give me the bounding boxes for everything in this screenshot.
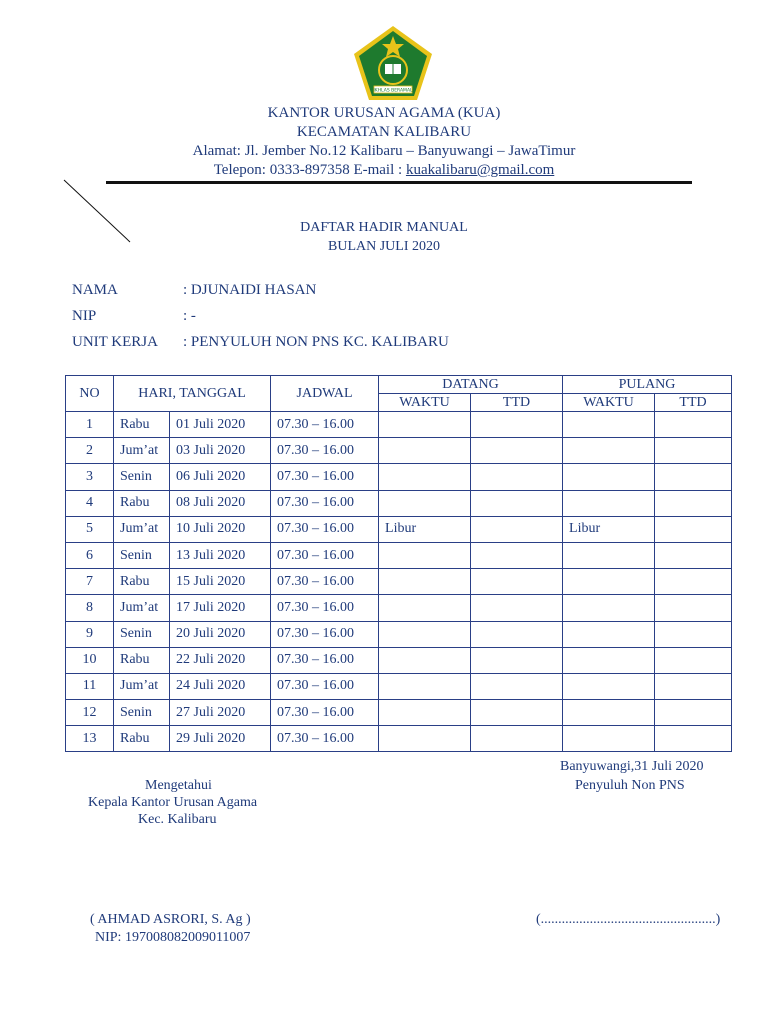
unit-label: UNIT KERJA bbox=[72, 334, 158, 350]
unit-value: : PENYULUH NON PNS KC. KALIBARU bbox=[183, 334, 449, 350]
row-arrive-sign bbox=[471, 516, 563, 542]
row-arrive-sign bbox=[471, 438, 563, 464]
row-schedule: 07.30 – 16.00 bbox=[271, 647, 379, 673]
row-arrive-time bbox=[379, 673, 471, 699]
header-schedule: JADWAL bbox=[271, 376, 379, 412]
name-value: : DJUNAIDI HASAN bbox=[183, 282, 317, 298]
table-row bbox=[66, 621, 732, 647]
table-row bbox=[66, 490, 732, 516]
row-date: 01 Juli 2020 bbox=[170, 412, 271, 438]
row-leave-time bbox=[563, 595, 655, 621]
row-no: 8 bbox=[66, 595, 114, 621]
table-row bbox=[66, 673, 732, 699]
row-leave-sign bbox=[655, 700, 732, 726]
row-date: 24 Juli 2020 bbox=[170, 673, 271, 699]
table-row bbox=[66, 726, 732, 752]
sign-ack: Mengetahui bbox=[145, 778, 212, 793]
header-rule bbox=[106, 181, 692, 184]
row-arrive-sign bbox=[471, 647, 563, 673]
row-arrive-time bbox=[379, 490, 471, 516]
header-arrive-time: WAKTU bbox=[379, 394, 471, 412]
row-leave-sign bbox=[655, 595, 732, 621]
row-leave-time bbox=[563, 490, 655, 516]
district-name: KECAMATAN KALIBARU bbox=[296, 124, 472, 140]
row-date: 27 Juli 2020 bbox=[170, 700, 271, 726]
row-leave-sign bbox=[655, 647, 732, 673]
row-arrive-time bbox=[379, 438, 471, 464]
row-arrive-sign bbox=[471, 412, 563, 438]
header-arrive-sign: TTD bbox=[471, 394, 563, 412]
phone-text: Telepon: 0333-897358 E-mail : bbox=[213, 162, 406, 178]
table-row bbox=[66, 542, 732, 568]
table-row bbox=[66, 647, 732, 673]
row-arrive-time bbox=[379, 726, 471, 752]
row-arrive-time bbox=[379, 464, 471, 490]
row-schedule: 07.30 – 16.00 bbox=[271, 516, 379, 542]
sign-right-name: (..................................................) bbox=[536, 912, 721, 927]
row-date: 10 Juli 2020 bbox=[170, 516, 271, 542]
header-leave-sign: TTD bbox=[655, 394, 732, 412]
row-leave-sign bbox=[655, 516, 732, 542]
row-schedule: 07.30 – 16.00 bbox=[271, 726, 379, 752]
row-arrive-time bbox=[379, 542, 471, 568]
row-date: 06 Juli 2020 bbox=[170, 464, 271, 490]
row-date: 08 Juli 2020 bbox=[170, 490, 271, 516]
row-arrive-sign bbox=[471, 464, 563, 490]
sign-place-date: Banyuwangi,31 Juli 2020 bbox=[560, 759, 704, 774]
email-link[interactable]: kuakalibaru@gmail.com bbox=[405, 162, 555, 178]
row-arrive-time bbox=[379, 595, 471, 621]
table-row bbox=[66, 700, 732, 726]
row-leave-time bbox=[563, 569, 655, 595]
row-arrive-sign bbox=[471, 569, 563, 595]
row-arrive-sign bbox=[471, 490, 563, 516]
row-leave-sign bbox=[655, 464, 732, 490]
row-date: 17 Juli 2020 bbox=[170, 595, 271, 621]
row-schedule: 07.30 – 16.00 bbox=[271, 490, 379, 516]
sign-left-district: Kec. Kalibaru bbox=[138, 812, 217, 827]
sign-right-role: Penyuluh Non PNS bbox=[575, 778, 685, 793]
table-row bbox=[66, 595, 732, 621]
row-day: Senin bbox=[114, 464, 170, 490]
row-leave-time bbox=[563, 542, 655, 568]
attendance-body bbox=[66, 412, 732, 752]
name-label: NAMA bbox=[72, 282, 118, 298]
row-no: 3 bbox=[66, 464, 114, 490]
row-arrive-time bbox=[379, 412, 471, 438]
sign-left-name: ( AHMAD ASRORI, S. Ag ) bbox=[90, 912, 251, 927]
attendance-table bbox=[65, 375, 732, 752]
row-leave-sign bbox=[655, 673, 732, 699]
doc-title: DAFTAR HADIR MANUAL bbox=[300, 220, 468, 235]
row-leave-sign bbox=[655, 569, 732, 595]
row-arrive-sign bbox=[471, 595, 563, 621]
header-leave-time: WAKTU bbox=[563, 394, 655, 412]
office-address: Alamat: Jl. Jember No.12 Kalibaru – Banyuwangi – JawaTimur bbox=[192, 143, 576, 159]
row-no: 12 bbox=[66, 700, 114, 726]
row-schedule: 07.30 – 16.00 bbox=[271, 438, 379, 464]
row-arrive-sign bbox=[471, 621, 563, 647]
row-date: 20 Juli 2020 bbox=[170, 621, 271, 647]
row-day: Jum’at bbox=[114, 516, 170, 542]
row-leave-time bbox=[563, 647, 655, 673]
row-day: Rabu bbox=[114, 726, 170, 752]
row-day: Rabu bbox=[114, 569, 170, 595]
row-arrive-time bbox=[379, 647, 471, 673]
row-leave-time: Libur bbox=[563, 516, 655, 542]
table-row bbox=[66, 569, 732, 595]
table-row bbox=[66, 438, 732, 464]
row-no: 1 bbox=[66, 412, 114, 438]
row-arrive-sign bbox=[471, 726, 563, 752]
row-no: 9 bbox=[66, 621, 114, 647]
sign-left-nip: NIP: 197008082009011007 bbox=[95, 930, 251, 945]
row-leave-sign bbox=[655, 490, 732, 516]
row-leave-time bbox=[563, 621, 655, 647]
nip-label: NIP bbox=[72, 308, 97, 324]
row-day: Senin bbox=[114, 542, 170, 568]
row-leave-time bbox=[563, 412, 655, 438]
row-day: Jum’at bbox=[114, 595, 170, 621]
row-leave-time bbox=[563, 700, 655, 726]
row-leave-sign bbox=[655, 621, 732, 647]
row-leave-sign bbox=[655, 412, 732, 438]
row-no: 13 bbox=[66, 726, 114, 752]
row-leave-time bbox=[563, 726, 655, 752]
row-no: 6 bbox=[66, 542, 114, 568]
row-no: 4 bbox=[66, 490, 114, 516]
row-arrive-sign bbox=[471, 673, 563, 699]
row-no: 7 bbox=[66, 569, 114, 595]
sign-left-role: Kepala Kantor Urusan Agama bbox=[88, 795, 258, 810]
row-date: 29 Juli 2020 bbox=[170, 726, 271, 752]
row-arrive-time: Libur bbox=[379, 516, 471, 542]
row-date: 13 Juli 2020 bbox=[170, 542, 271, 568]
row-schedule: 07.30 – 16.00 bbox=[271, 700, 379, 726]
row-no: 2 bbox=[66, 438, 114, 464]
row-schedule: 07.30 – 16.00 bbox=[271, 621, 379, 647]
header-no: NO bbox=[66, 376, 114, 412]
row-schedule: 07.30 – 16.00 bbox=[271, 673, 379, 699]
doc-month: BULAN JULI 2020 bbox=[328, 239, 440, 254]
row-schedule: 07.30 – 16.00 bbox=[271, 412, 379, 438]
row-no: 5 bbox=[66, 516, 114, 542]
row-date: 03 Juli 2020 bbox=[170, 438, 271, 464]
logo-text: IKHLAS BERAMAL bbox=[373, 88, 413, 94]
row-arrive-sign bbox=[471, 542, 563, 568]
nip-value: : - bbox=[183, 308, 196, 324]
office-name: KANTOR URUSAN AGAMA (KUA) bbox=[267, 105, 501, 121]
row-day: Senin bbox=[114, 700, 170, 726]
row-leave-time bbox=[563, 438, 655, 464]
row-leave-time bbox=[563, 673, 655, 699]
header-day-date: HARI, TANGGAL bbox=[114, 376, 271, 412]
row-day: Rabu bbox=[114, 412, 170, 438]
row-no: 11 bbox=[66, 673, 114, 699]
row-date: 22 Juli 2020 bbox=[170, 647, 271, 673]
table-row bbox=[66, 412, 732, 438]
row-leave-sign bbox=[655, 438, 732, 464]
row-schedule: 07.30 – 16.00 bbox=[271, 464, 379, 490]
table-row bbox=[66, 516, 732, 542]
row-arrive-time bbox=[379, 621, 471, 647]
header-leave: PULANG bbox=[563, 376, 732, 394]
row-leave-time bbox=[563, 464, 655, 490]
row-arrive-time bbox=[379, 569, 471, 595]
row-date: 15 Juli 2020 bbox=[170, 569, 271, 595]
row-arrive-time bbox=[379, 700, 471, 726]
row-day: Rabu bbox=[114, 490, 170, 516]
row-leave-sign bbox=[655, 726, 732, 752]
row-day: Rabu bbox=[114, 647, 170, 673]
row-schedule: 07.30 – 16.00 bbox=[271, 595, 379, 621]
row-day: Senin bbox=[114, 621, 170, 647]
row-arrive-sign bbox=[471, 700, 563, 726]
header-arrive: DATANG bbox=[379, 376, 563, 394]
row-schedule: 07.30 – 16.00 bbox=[271, 569, 379, 595]
table-row bbox=[66, 464, 732, 490]
row-no: 10 bbox=[66, 647, 114, 673]
row-day: Jum’at bbox=[114, 438, 170, 464]
ministry-logo bbox=[352, 24, 434, 102]
row-schedule: 07.30 – 16.00 bbox=[271, 542, 379, 568]
row-leave-sign bbox=[655, 542, 732, 568]
row-day: Jum’at bbox=[114, 673, 170, 699]
